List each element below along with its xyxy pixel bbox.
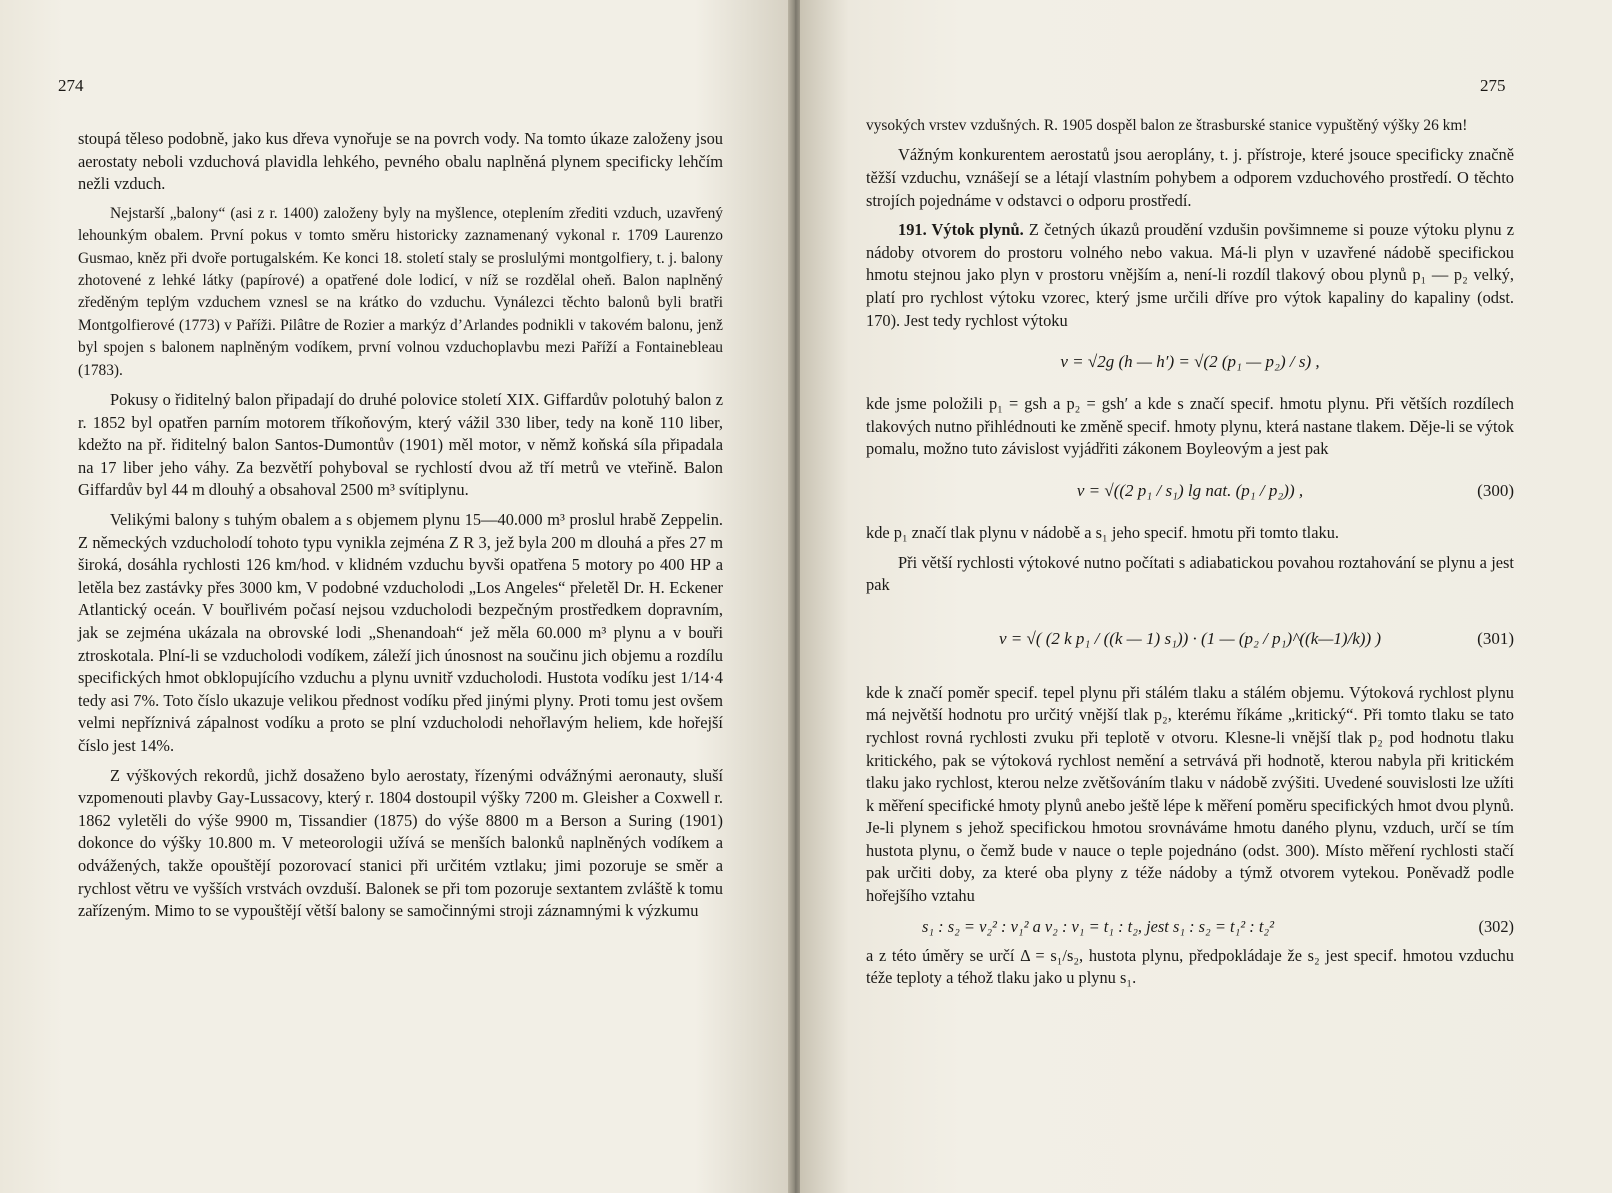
paragraph: Velikými balony s tuhým obalem a s objemem plynu 15—40.000 m³ proslul hrabě Zeppelin. Z německých vzducholodí tohoto typu vynikla zejména Z R 3, jež byla 200 m dlouhá a přes 27 m široká, dosáhla rychlosti 126 km/hod. v klidném vzduchu byvši opatřena 5 motory po 400 HP a letěla bez zastávky přes 3000 km, V podobné vzducholodi „Los Angeles“ přeletěl Dr. H. Eckener Atlantický oceán. V bouřlivém počasí nejsou vzducholodi bezpečným prostředkem dopravním, jak se zejména ukázala na obrovské lodi „Shenandoah“ jež měla 60.000 m³ plynu a v bouři ztroskotala. Plní-li se vzducholodi vodíkem, záleží jich únosnost na součinu jich objemu a rozdílu specifických hmot obklopujícího vzduchu a plynu uvnitř vzducholodi. Hustota vodíku jest 1/14·4 tedy asi 7%. Toto číslo ukazuje velikou přednost vodíku před jinými plyny. Proti tomu jest ovšem velmi nepříznivá zápalnost vodíku a proto se plní vzducholodi nehořlavým heliem, kde hořejší číslo jest 14%. — [78, 510, 723, 755]
paragraph: kde p₁ značí tlak plynu v nádobě a s₁ jeho specif. hmotu při tomto tlaku. — [866, 522, 1339, 542]
paragraph: stoupá těleso podobně, jako kus dřeva vynořuje se na povrch vody. Na tomto úkaze založeny jsou aerostaty neboli vzduchová plavidla lehkého, pevného obalu naplněná plynem specificky lehčím nežli vzduch. — [78, 129, 723, 194]
left-page — [0, 0, 790, 1193]
paragraph: Z výškových rekordů, jichž dosaženo bylo aerostaty, řízenými odvážnými aeronauty, sluší vzpomenouti plavby Gay-Lussacovy, který r. 1804 dostoupil výšky 7200 m. Gleisher a Coxwell r. 1862 vyletěli do výše 9900 m, Tissandier (1875) do výše 8800 m a Berson a Suring (1901) dokonce do výšky 10.800 m. V meteorologii užívá se menších balonků naplněných vodíkem a odvážených, takže opouštějí pozorovací stanici při určitém vztlaku; jimi pozoruje se směr a rychlost větru ve vyšších vrstvách ovzduší. Balonek se při tom pozoruje sextantem zvláště k tomu zařízeným. Mimo to se vypouštějí větší balony se samočinnými stroji záznamnými k výzkumu — [78, 765, 723, 921]
formula-300 — [866, 468, 1514, 514]
formula-outflow — [866, 339, 1514, 385]
paragraph: kde k značí poměr specif. tepel plynu při stálém tlaku a stálém objemu. Výtoková rychlost plynu má největší hodnotu pro určitý vnější tlak p₂, kterému říkáme „kritický“. Při tomto tlaku se tato rychlost rovná rychlosti zvuku při teplotě v otvoru. Klesne-li vnější tlak p₂ pod hodnotu tlaku kritického, pak se výtoková rychlost nemění a setrvává při hodnotě, kterou nabyla při kritickém tlaku jako rychlost, kterou nelze zvětšováním tlaku v nádobě zvýšiti. Uvedené souvislosti lze užíti k měření specifické hmoty plynů anebo ještě lépe k měření poměru specifických hmot dvou plynů. Je-li plynem s jehož specifickou hmotou srovnáváme hmotu daného plynu, vzduch, určí se tím hustota plynu, o čemž bude v nauce o teple pojednáno (odst. 300). Místo měření rychlosti stačí pak určiti doby, za které oba plyny z téže nádoby a týmž otvorem vytekou. Poněvadž podle hořejšího vztahu — [866, 682, 1514, 906]
paragraph: Nejstarší „balony“ (asi z r. 1400) založeny byly na myšlence, oteplením zřediti vzduch, uzavřený lehounkým obalem. První pokus v tomto směru historicky zaznamenaný vykonal r. 1709 Laurenzo Gusmao, kněz při dvoře portugalském. Ke konci 18. století staly se proslulými montgolfiery, t. j. balony zhotovené z lehké látky (papírové) a opatřené dole lodicí, v níž se rozdělal oheň. Balon naplněný zředěným teplým vzduchem vznesl se na krátko do vzduchu. Vynálezci těchto balonů byli bratři Montgolfierové (1773) v Paříži. Pilâtre de Rozier a markýz d’Arlandes podnikli v takovém balonu, jenž byl spojen s balonem naplněným vodíkem, první volnou vzduchoplavbu mezi Paříží a Fontainebleau (1783). — [78, 204, 723, 379]
equation-number: (302) — [1478, 916, 1514, 936]
paragraph: Vážným konkurentem aerostatů jsou aeroplány, t. j. přístroje, které jsouce specificky značně těžší vzduchu, vznášejí se a létají vlastním pohybem a odporem vzduchového prostředí. O těchto strojích pojednáme v odstavci o odporu prostředí. — [866, 145, 1514, 210]
paragraph-body: Z četných úkazů proudění vzdušin povšimneme si pouze výtoku plynu z nádoby otvorem do prostoru volného nebo vakua. Má-li plyn v uzavřené nádobě specifickou hmotu stejnou jako plyn v prostoru vnějším a, není-li rozdíl tlakový obou plynů p₁ — p₂ velký, platí pro rychlost výtoku vzorec, který jsme určili dříve pro výtok kapaliny do kapaliny (odst. 170). Jest tedy rychlost výtoku — [866, 220, 1515, 330]
paragraph: vysokých vrstev vzdušných. R. 1905 dospěl balon ze štrasburské stanice vypuštěný výšky 26 km! — [866, 117, 1468, 134]
formula-302 — [866, 915, 1514, 939]
paragraph: a z této úměry se určí Δ = s₁/s₂, hustota plynu, předpokládaje že s₂ jest specif. hmotou vzduchu téže teploty a téhož tlaku jako u plynu s₁. — [866, 945, 1514, 988]
equation-number: (301) — [1477, 628, 1514, 648]
paragraph: kde jsme položili p₁ = gsh a p₂ = gsh′ a kde s značí specif. hmotu plynu. Při větších rozdílech tlakových nutno přihlédnouti ke změně specif. hmoty plynu, která nastane tlakem. Děje-li se výtok pomalu, možno tuto závislost vyjádřiti zákonem Boyleovým a jest pak — [866, 394, 1514, 459]
right-page — [800, 0, 1612, 1193]
page-number-left: 274 — [58, 76, 84, 95]
left-page-text — [78, 128, 723, 930]
formula-body: v = √2g (h — h′) = √(2 (p₁ — p₂) / s) , — [1060, 352, 1320, 372]
paragraph — [866, 219, 1514, 332]
right-page-text — [866, 115, 1514, 997]
formula-301 — [866, 604, 1514, 674]
section-heading: 191. Výtok plynů. — [898, 220, 1024, 240]
page-number-right: 275 — [1480, 76, 1506, 95]
formula-body: v = √((2 p₁ / s₁) lg nat. (p₁ / p₂)) , — [1076, 480, 1304, 500]
equation-number: (300) — [1477, 480, 1514, 500]
formula-body: s₁ : s₂ = v₂² : v₁² a v₂ : v₁ = t₁ : t₂, jest s₁ : s₂ = t₁² : t₂² — [922, 916, 1274, 936]
formula-body: v = √( (2 k p₁ / ((k — 1) s₁)) · (1 — (p₂ / p₁)^((k—1)/k)) ) — [998, 628, 1382, 648]
paragraph: Pokusy o řiditelný balon připadají do druhé polovice století XIX. Giffardův polotuhý balon z r. 1852 byl opatřen parním motorem tříkoňovým, který vážil 330 liber, tedy na koně 110 liber, kdežto na př. řiditelný balon Santos-Dumontův (1901) měl motor, v němž koňská síla připadala na 17 liber jeho váhy. Za bezvětří pohyboval se rychlostí dvou až tří metrů ve vteřině. Balon Giffardův byl 44 m dlouhý a obsahoval 2500 m³ svítiplynu. — [78, 390, 723, 500]
paragraph: Při větší rychlosti výtokové nutno počítati s adiabatickou povahou roztahování se plynu a jest pak — [866, 552, 1514, 595]
